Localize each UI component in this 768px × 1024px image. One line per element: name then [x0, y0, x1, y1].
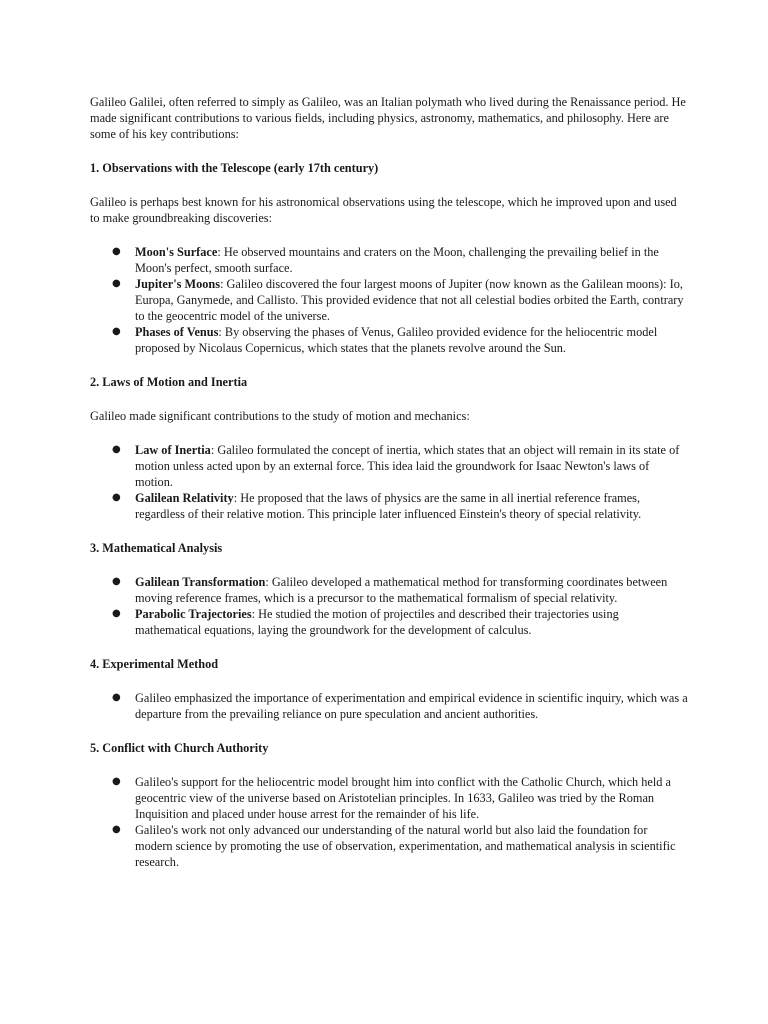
list-item — [90, 822, 688, 870]
item-text: Galileo's work not only advanced our understanding of the natural world but also laid the foundation for modern science by promoting the use of observation, experimentation, and mathematical analysis in scientific research. — [135, 823, 676, 869]
bullet-list — [90, 774, 688, 870]
list-item — [90, 774, 688, 822]
item-text: : By observing the phases of Venus, Galileo provided evidence for the heliocentric model proposed by Nicolaus Copernicus, which states that the planets revolve around the Sun. — [135, 325, 658, 355]
section-heading: 5. Conflict with Church Authority — [90, 741, 269, 755]
section-heading: 1. Observations with the Telescope (early 17th century) — [90, 161, 379, 175]
item-term: Moon's Surface — [135, 245, 218, 259]
item-text: : Galileo developed a mathematical method for transforming coordinates between moving reference frames, which is a precursor to the mathematical formalism of special relativity. — [135, 575, 668, 605]
bullet-icon: ● — [112, 246, 121, 257]
section-paragraph: Galileo is perhaps best known for his astronomical observations using the telescope, which he improved upon and used to make groundbreaking discoveries: — [90, 195, 677, 225]
item-text: : Galileo formulated the concept of inertia, which states that an object will remain in its state of motion unless acted upon by an external force. This idea laid the groundwork for Isaac Newton's laws of motion. — [135, 443, 680, 489]
item-term: Galilean Transformation — [135, 575, 266, 589]
bullet-icon: ● — [112, 278, 121, 289]
bullet-list — [90, 690, 688, 722]
list-item — [90, 244, 688, 276]
list-item — [90, 324, 688, 356]
section-mathematical — [90, 540, 688, 638]
bullet-icon: ● — [112, 444, 121, 455]
item-text: : He observed mountains and craters on the Moon, challenging the prevailing belief in the Moon's perfect, smooth surface. — [135, 245, 659, 275]
section-telescope — [90, 160, 688, 356]
list-item — [90, 606, 688, 638]
section-experimental — [90, 656, 688, 722]
bullet-icon: ● — [112, 576, 121, 587]
section-paragraph: Galileo made significant contributions to the study of motion and mechanics: — [90, 409, 470, 423]
item-term: Phases of Venus — [135, 325, 219, 339]
list-item — [90, 276, 688, 324]
bullet-list — [90, 574, 688, 638]
item-text: Galileo's support for the heliocentric model brought him into conflict with the Catholic Church, which held a geocentric view of the universe based on Aristotelian principles. In 1633, Galileo was tried by the Roman Inquisition and placed under house arrest for the remainder of his life. — [135, 775, 671, 821]
section-motion — [90, 374, 688, 522]
item-term: Galilean Relativity — [135, 491, 234, 505]
section-heading: 3. Mathematical Analysis — [90, 541, 223, 555]
item-term: Parabolic Trajectories — [135, 607, 252, 621]
item-text: : He proposed that the laws of physics are the same in all inertial reference frames, regardless of their relative motion. This principle later influenced Einstein's theory of special relativity. — [135, 491, 642, 521]
list-item — [90, 690, 688, 722]
item-term: Law of Inertia — [135, 443, 211, 457]
bullet-icon: ● — [112, 824, 121, 835]
item-text: : He studied the motion of projectiles and described their trajectories using mathematical equations, laying the groundwork for the development of calculus. — [135, 607, 619, 637]
section-church — [90, 740, 688, 870]
item-text: Galileo emphasized the importance of experimentation and empirical evidence in scientific inquiry, which was a departure from the prevailing reliance on pure speculation and ancient authorities. — [135, 691, 688, 721]
intro-paragraph: Galileo Galilei, often referred to simply as Galileo, was an Italian polymath who lived during the Renaissance period. He made significant contributions to various fields, including physics, astronomy, mathematics, and philosophy. Here are some of his key contributions: — [90, 95, 686, 141]
bullet-list — [90, 244, 688, 356]
bullet-list — [90, 442, 688, 522]
section-heading: 4. Experimental Method — [90, 657, 219, 671]
bullet-icon: ● — [112, 608, 121, 619]
list-item — [90, 490, 688, 522]
item-text: : Galileo discovered the four largest moons of Jupiter (now known as the Galilean moons): Io, Europa, Ganymede, and Callisto. This provided evidence that not all celestial bodies orbited the Earth, contrary to the geocentric model of the universe. — [135, 277, 684, 323]
list-item — [90, 442, 688, 490]
item-term: Jupiter's Moons — [135, 277, 221, 291]
list-item — [90, 574, 688, 606]
section-heading: 2. Laws of Motion and Inertia — [90, 375, 248, 389]
bullet-icon: ● — [112, 492, 121, 503]
bullet-icon: ● — [112, 692, 121, 703]
bullet-icon: ● — [112, 776, 121, 787]
bullet-icon: ● — [112, 326, 121, 337]
